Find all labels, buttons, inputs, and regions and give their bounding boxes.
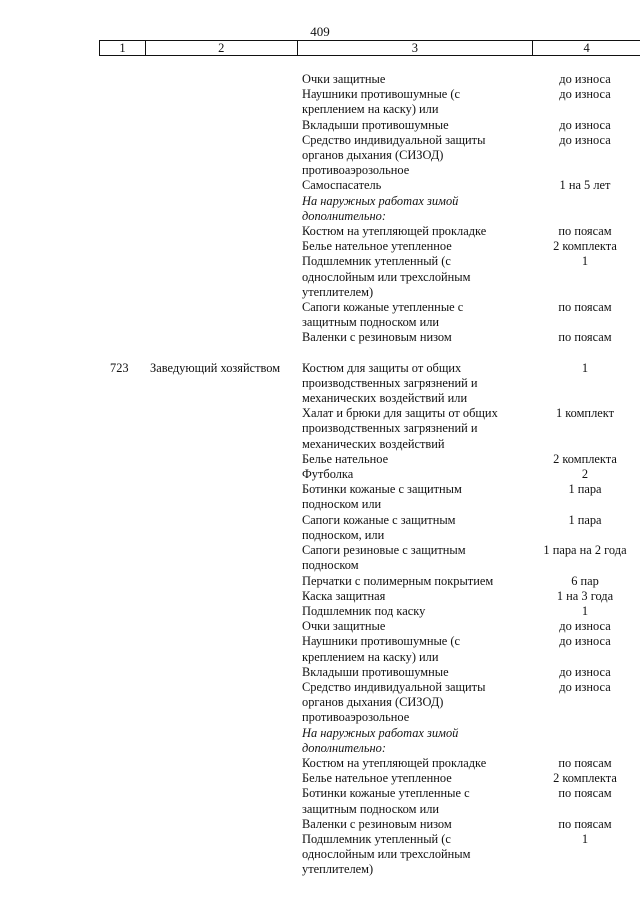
ppe-item-name: Костюм на утепляющей прокладке xyxy=(302,224,487,239)
ppe-item-name: Сапоги кожаные утепленные с защитным подноском или xyxy=(302,300,464,330)
ppe-item-name: Ботинки кожаные с защитным подноском или xyxy=(302,482,462,512)
ppe-item-norm: до износа xyxy=(559,72,611,86)
row-number: 723 xyxy=(110,360,129,375)
ppe-item-name: Сапоги кожаные с защитным подноском, или xyxy=(302,512,456,542)
ppe-item-name: Ботинки кожаные утепленные с защитным подноском или xyxy=(302,786,470,816)
ppe-item-name: Вкладыши противошумные xyxy=(302,664,449,679)
ppe-item-name: Перчатки с полимерным покрытием xyxy=(302,573,494,588)
ppe-item xyxy=(0,118,640,133)
ppe-item xyxy=(0,239,640,254)
column-header-1: 1 xyxy=(100,41,146,55)
ppe-item-name: Средство индивидуальной защиты органов дыхания (СИЗОД) противоаэрозольное xyxy=(302,679,486,725)
ppe-item-name: Белье нательное утепленное xyxy=(302,239,452,254)
ppe-item xyxy=(0,817,640,832)
ppe-item-norm: 1 комплект xyxy=(555,406,615,421)
ppe-item-name: Наушники противошумные (с креплением на каску) или xyxy=(302,87,461,117)
ppe-item-name: Подшлемник утепленный (с однослойным или трехслойным утеплителем) xyxy=(302,254,471,299)
ppe-item-name: Очки защитные xyxy=(302,72,386,86)
ppe-item-name: Очки защитные xyxy=(302,619,386,634)
ppe-item-norm: до износа xyxy=(559,117,611,132)
ppe-item-norm: по поясам xyxy=(558,300,612,315)
ppe-item-norm: до износа xyxy=(559,664,611,679)
ppe-item-norm: до износа xyxy=(559,634,611,649)
ppe-item-norm: 2 комплекта xyxy=(553,239,617,254)
ppe-item xyxy=(0,330,640,345)
ppe-item-norm: по поясам xyxy=(558,786,612,801)
ppe-item xyxy=(0,87,640,117)
ppe-item-name: Подшлемник под каску xyxy=(302,603,426,618)
ppe-item-norm: 1 пара xyxy=(568,512,602,527)
ppe-item xyxy=(0,604,640,619)
ppe-item-norm: 1 пара на 2 года xyxy=(543,543,627,558)
section-note xyxy=(0,194,640,224)
ppe-item-name: Подшлемник утепленный (с однослойным или трехслойным утеплителем) xyxy=(302,831,471,877)
ppe-item-name: Халат и брюки для защиты от общих производственных загрязнений и механических воздействий xyxy=(302,406,498,451)
ppe-item-name: Средство индивидуальной защиты органов дыхания (СИЗОД) противоаэрозольное xyxy=(302,132,486,178)
ppe-item-norm: по поясам xyxy=(558,816,612,831)
ppe-item-norm: 2 xyxy=(581,467,589,482)
page-number: 409 xyxy=(310,24,330,39)
ppe-item xyxy=(0,665,640,680)
ppe-item-norm: 1 xyxy=(581,360,589,375)
ppe-item-norm: 6 пар xyxy=(571,573,599,588)
ppe-item xyxy=(0,786,640,816)
ppe-item-norm: 1 на 5 лет xyxy=(559,178,611,193)
ppe-item xyxy=(0,300,640,330)
ppe-item xyxy=(0,133,640,179)
ppe-item xyxy=(0,361,640,407)
ppe-item-norm: 1 xyxy=(581,254,589,269)
ppe-item-norm: до износа xyxy=(559,679,611,694)
ppe-item-norm: до износа xyxy=(559,619,611,634)
ppe-item xyxy=(0,406,640,452)
ppe-item xyxy=(0,452,640,467)
column-header-4: 4 xyxy=(583,41,590,55)
ppe-item-name: Самоспасатель xyxy=(302,178,382,193)
ppe-item xyxy=(0,634,640,664)
ppe-item-name: Валенки с резиновым низом xyxy=(302,330,452,345)
ppe-item-name: Сапоги резиновые с защитным подноском xyxy=(302,543,466,573)
ppe-item xyxy=(0,619,640,634)
ppe-item-name: Футболка xyxy=(302,467,354,482)
ppe-item-name: Валенки с резиновым низом xyxy=(302,816,452,831)
table-body xyxy=(0,72,640,878)
ppe-item xyxy=(0,756,640,771)
ppe-item-norm: 1 на 3 года xyxy=(556,588,614,603)
ppe-item xyxy=(0,513,640,543)
ppe-item xyxy=(0,482,640,512)
ppe-item xyxy=(0,832,640,878)
column-header-2: 2 xyxy=(146,41,298,55)
ppe-item xyxy=(0,543,640,573)
ppe-item-name: На наружных работах зимой дополнительно: xyxy=(302,725,459,755)
ppe-item-norm: по поясам xyxy=(558,755,612,770)
ppe-item xyxy=(0,771,640,786)
ppe-item-norm: до износа xyxy=(559,132,611,147)
ppe-item-name: Каска защитная xyxy=(302,588,386,603)
ppe-item-name: Наушники противошумные (с креплением на каску) или xyxy=(302,634,461,664)
section-note xyxy=(0,726,640,756)
ppe-item-norm xyxy=(530,194,640,224)
row-gap xyxy=(0,346,640,361)
ppe-item-norm: 1 xyxy=(581,831,589,846)
ppe-item-name: Вкладыши противошумные xyxy=(302,117,449,132)
ppe-item-norm: 1 xyxy=(581,603,589,618)
table-row xyxy=(0,361,640,878)
ppe-item-norm: по поясам xyxy=(558,330,612,345)
ppe-item-name: Белье нательное xyxy=(302,451,389,466)
ppe-item-name: Костюм на утепляющей прокладке xyxy=(302,755,487,770)
table-row xyxy=(0,72,640,346)
ppe-item-name: Костюм для защиты от общих производственных загрязнений и механических воздействий или xyxy=(302,360,478,406)
ppe-item xyxy=(0,680,640,726)
ppe-item-norm: до износа xyxy=(559,87,611,102)
ppe-item-name: Белье нательное утепленное xyxy=(302,771,452,786)
ppe-item-norm: по поясам xyxy=(558,224,612,239)
column-header-row xyxy=(99,40,640,56)
ppe-item-name: На наружных работах зимой дополнительно: xyxy=(302,193,459,223)
ppe-item-norm xyxy=(530,726,640,756)
ppe-item xyxy=(0,72,640,87)
ppe-item xyxy=(0,224,640,239)
ppe-item-norm: 2 комплекта xyxy=(553,451,617,466)
ppe-item xyxy=(0,467,640,482)
ppe-item xyxy=(0,589,640,604)
ppe-item xyxy=(0,574,640,589)
ppe-item-norm: 2 комплекта xyxy=(553,771,617,786)
ppe-item-norm: 1 пара xyxy=(568,482,602,497)
ppe-item xyxy=(0,254,640,300)
ppe-item xyxy=(0,178,640,193)
column-header-3: 3 xyxy=(298,41,534,55)
profession-name: Заведующий хозяйством xyxy=(150,360,281,375)
